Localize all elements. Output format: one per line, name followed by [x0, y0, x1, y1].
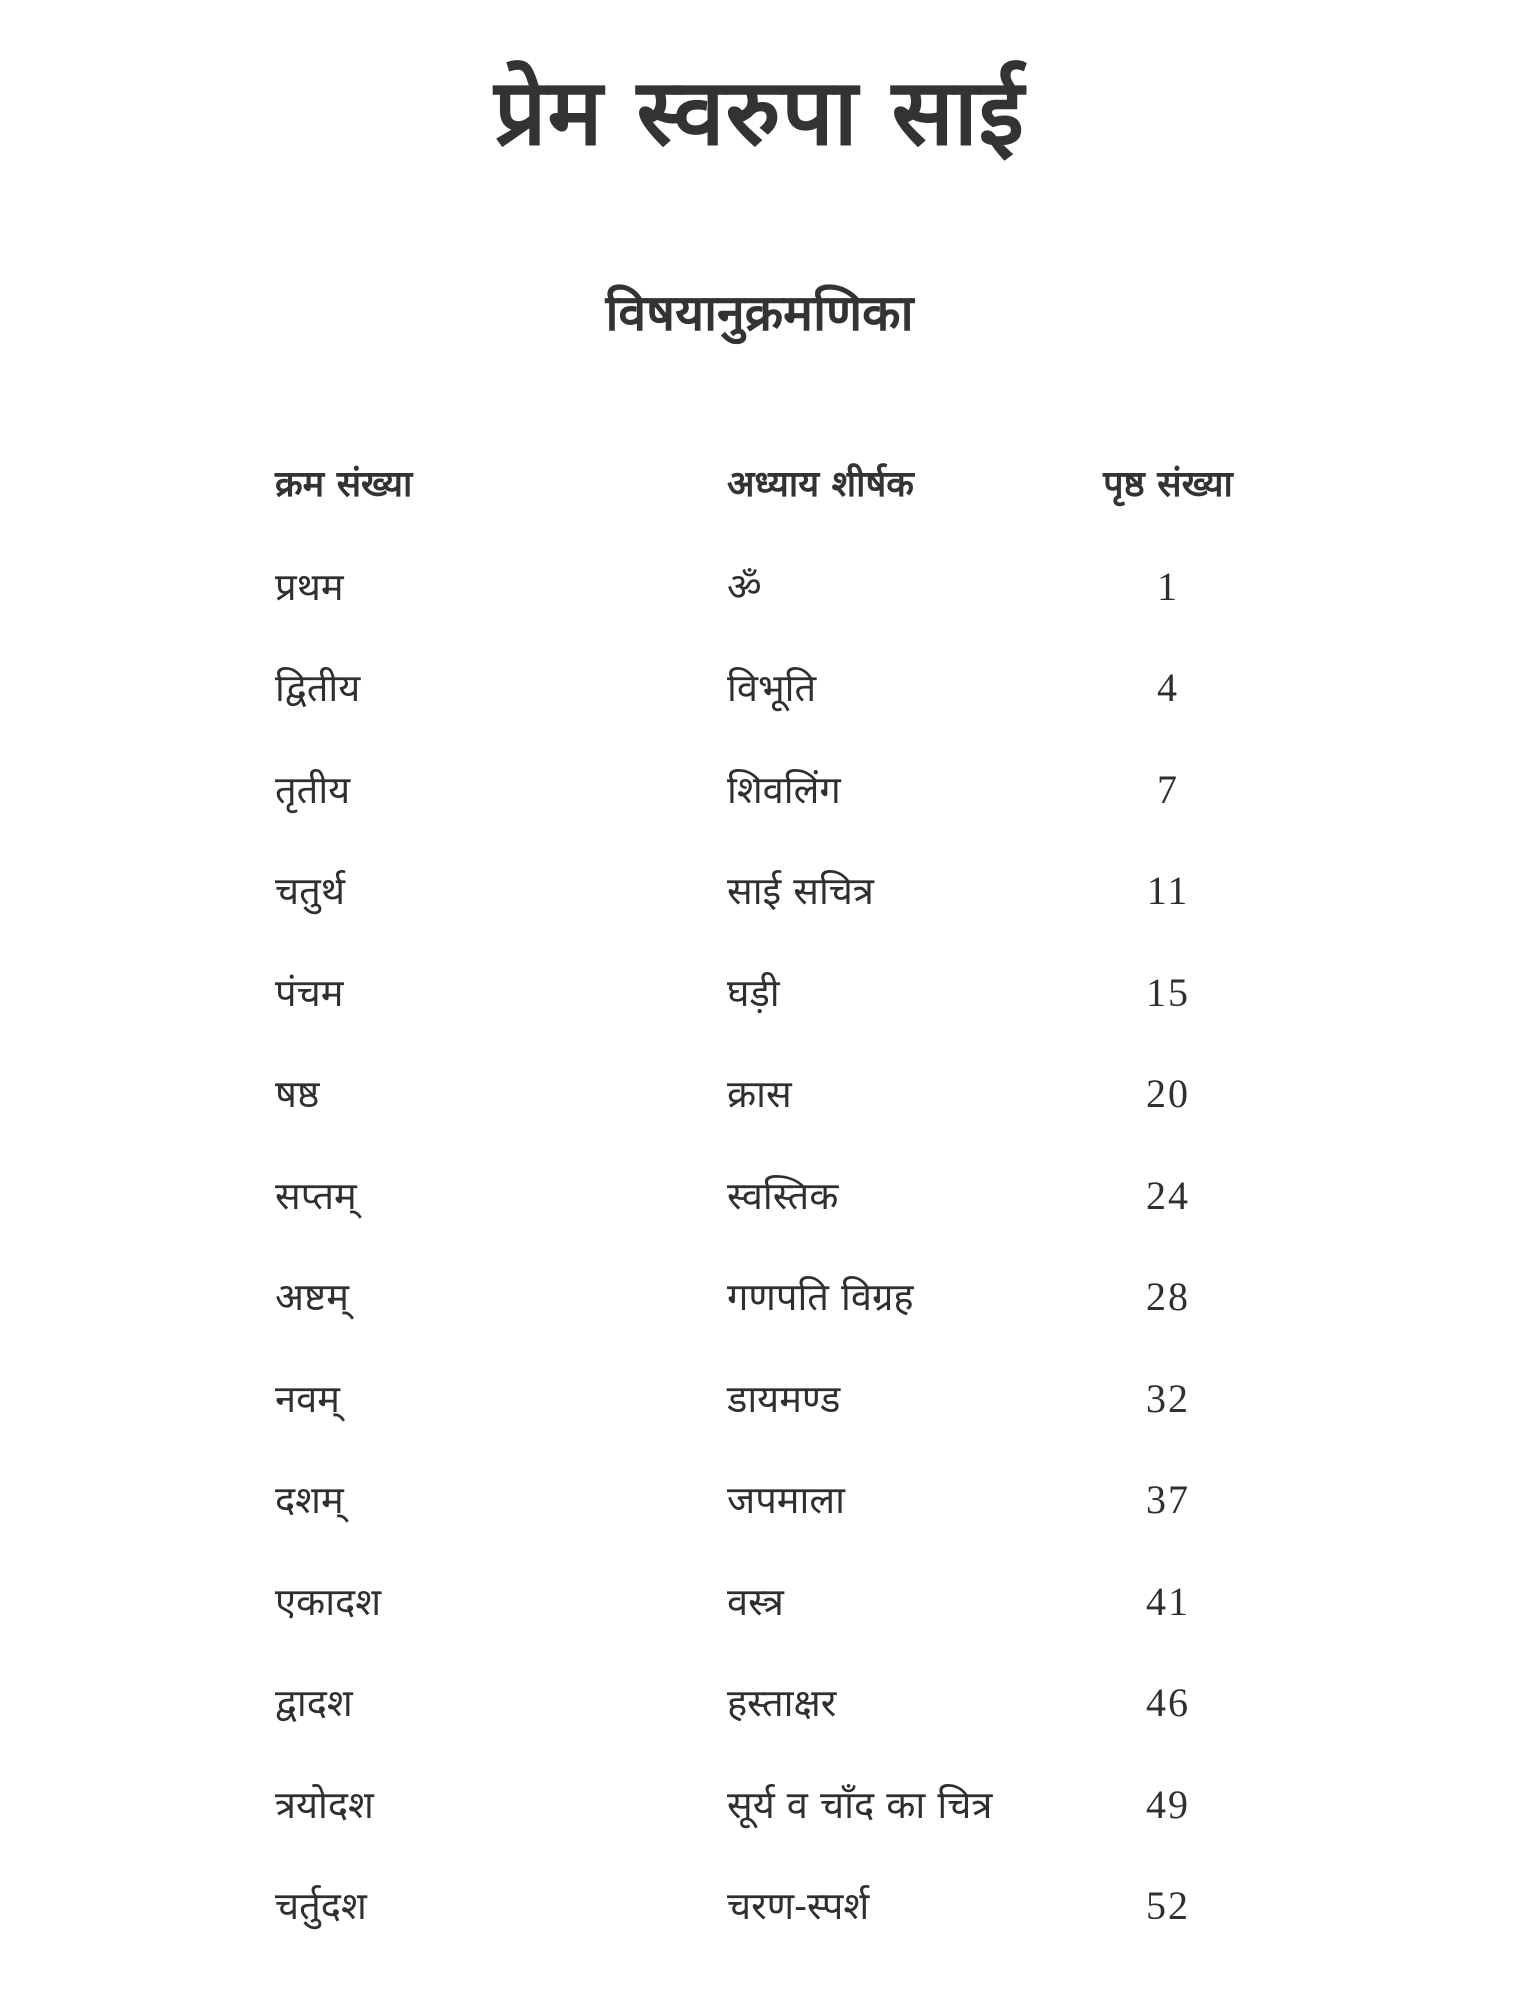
table-of-contents	[0, 450, 1519, 1973]
toc-page-number: 11	[1146, 868, 1190, 913]
toc-chapter-title: गणपति विग्रह	[727, 1275, 914, 1319]
toc-serial: षष्ठ	[275, 1072, 320, 1116]
toc-row	[0, 1567, 1519, 1669]
toc-serial: त्रयोदश	[275, 1782, 374, 1827]
toc-chapter-title: विभूति	[727, 666, 817, 710]
toc-row	[0, 856, 1519, 958]
toc-page-number: 20	[1146, 1071, 1190, 1116]
toc-serial: दशम्	[275, 1478, 344, 1522]
toc-page-number: 41	[1146, 1578, 1190, 1624]
toc-page-number: 52	[1146, 1883, 1190, 1928]
toc-serial: अष्टम्	[275, 1275, 349, 1319]
header-page: पृष्ठ संख्या	[1103, 464, 1233, 505]
toc-serial: सप्तम्	[275, 1173, 357, 1218]
toc-chapter-title: जपमाला	[727, 1478, 845, 1522]
toc-chapter-title: स्वस्तिक	[727, 1173, 839, 1218]
toc-chapter-title: हस्ताक्षर	[727, 1681, 837, 1725]
toc-serial: द्वितीय	[275, 666, 361, 710]
toc-serial: एकादश	[275, 1579, 382, 1624]
toc-page-number: 46	[1146, 1680, 1190, 1725]
toc-chapter-title: चरण-स्पर्श	[727, 1884, 870, 1928]
toc-page-number: 7	[1157, 766, 1179, 812]
toc-row	[0, 1059, 1519, 1161]
toc-page-number: 37	[1146, 1477, 1190, 1522]
toc-page-number: 1	[1157, 563, 1179, 609]
toc-page-number: 4	[1157, 665, 1179, 710]
toc-row	[0, 1871, 1519, 1973]
toc-serial: पंचम	[275, 970, 344, 1015]
toc-row	[0, 653, 1519, 755]
toc-chapter-title: शिवलिंग	[727, 767, 841, 812]
toc-row	[0, 755, 1519, 857]
toc-row	[0, 1770, 1519, 1872]
toc-chapter-title: क्रास	[727, 1072, 792, 1116]
toc-row	[0, 1465, 1519, 1567]
toc-chapter-title: घड़ी	[727, 970, 780, 1015]
page-subtitle: विषयानुक्रमणिका	[605, 284, 914, 342]
toc-row	[0, 958, 1519, 1060]
toc-serial: नवम्	[275, 1376, 340, 1421]
toc-serial: चतुर्थ	[275, 869, 346, 913]
toc-page-number: 28	[1146, 1274, 1190, 1319]
toc-page-number: 24	[1146, 1172, 1190, 1218]
toc-chapter-title: ॐ	[727, 564, 762, 609]
toc-row	[0, 1364, 1519, 1466]
page-title: प्रेम स्वरुपा साई	[494, 59, 1025, 166]
toc-chapter-title: सूर्य व चाँद का चित्र	[727, 1782, 993, 1827]
toc-page-number: 32	[1146, 1375, 1190, 1421]
toc-page-number: 49	[1146, 1781, 1190, 1827]
toc-serial: चर्तुदश	[275, 1884, 367, 1928]
toc-row	[0, 1262, 1519, 1364]
toc-serial: प्रथम	[275, 564, 344, 609]
toc-chapter-title: डायमण्ड	[727, 1376, 841, 1421]
toc-row	[0, 1161, 1519, 1263]
toc-header-row	[0, 450, 1519, 552]
toc-chapter-title: साई सचित्र	[727, 869, 874, 913]
toc-serial: द्वादश	[275, 1681, 353, 1725]
header-chapter: अध्याय शीर्षक	[727, 464, 914, 505]
toc-row	[0, 552, 1519, 654]
header-serial: क्रम संख्या	[275, 464, 413, 505]
toc-page-number: 15	[1146, 969, 1190, 1015]
toc-row	[0, 1668, 1519, 1770]
toc-chapter-title: वस्त्र	[727, 1579, 784, 1624]
toc-serial: तृतीय	[275, 767, 351, 812]
